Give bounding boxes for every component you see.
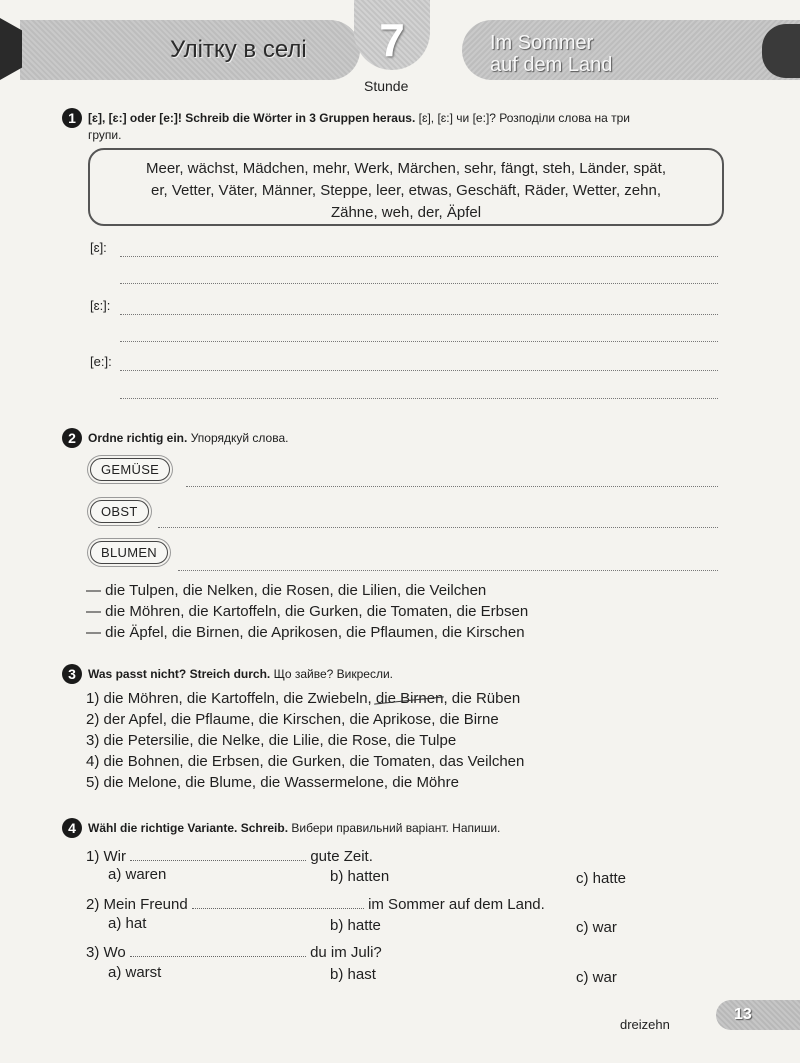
- exercise-1-instruction-ua: [ɛ], [ɛ:] чи [e:]? Розподіли слова на три: [415, 111, 630, 125]
- category-gemuese: GEMÜSE: [90, 458, 170, 481]
- unit-number: 7: [354, 0, 430, 70]
- unit-label: Stunde: [364, 78, 409, 94]
- exercise-1-instruction-de: [ɛ], [ɛ:] oder [e:]! Schreib die Wörter in 3 Gruppen heraus.: [88, 111, 416, 125]
- exercise-1-instruction: [88, 110, 728, 144]
- exercise-2-instruction-ua: Упорядкуй слова.: [187, 431, 289, 445]
- list-item: 4) die Bohnen, die Erbsen, die Gurken, die Tomaten, das Veilchen: [86, 753, 525, 770]
- group-label-long-open-e: [ɛ:]:: [90, 298, 111, 313]
- exercise-1-number: 1: [62, 108, 82, 128]
- option: a) waren: [108, 866, 167, 883]
- list-item: — die Tulpen, die Nelken, die Rosen, die Lilien, die Veilchen: [86, 582, 487, 599]
- question-1-end: gute Zeit.: [310, 848, 373, 865]
- page-number: 13: [716, 1000, 800, 1030]
- answer-line[interactable]: [178, 570, 718, 571]
- word-box-line-2: er, Vetter, Väter, Männer, Steppe, leer, etwas, Geschäft, Räder, Wetter, zehn,: [150, 182, 661, 199]
- option: b) hatten: [330, 868, 390, 885]
- list-item: 5) die Melone, die Blume, die Wassermelone, die Möhre: [86, 774, 459, 791]
- list-item: — die Möhren, die Kartoffeln, die Gurken, die Tomaten, die Erbsen: [86, 603, 529, 620]
- struck-word: die Birnen: [375, 690, 444, 707]
- answer-blank[interactable]: [130, 956, 306, 957]
- answer-line[interactable]: [120, 283, 718, 284]
- exercise-3-number: 3: [62, 664, 82, 684]
- item-1-after: , die Rüben: [443, 690, 521, 707]
- option: c) war: [576, 969, 617, 986]
- answer-line[interactable]: [120, 341, 718, 342]
- answer-line[interactable]: [120, 398, 718, 399]
- exercise-3-instruction-ua: Що зайве? Викресли.: [270, 667, 394, 681]
- list-item: [86, 688, 520, 709]
- header-right-title-line2: auf dem Land: [490, 54, 613, 76]
- word-box: [88, 148, 724, 226]
- option: a) hat: [108, 915, 147, 932]
- header-right-cap: [762, 24, 800, 78]
- answer-blank[interactable]: [130, 860, 306, 861]
- exercise-2-number: 2: [62, 428, 82, 448]
- question-3-end: du im Juli?: [310, 944, 382, 961]
- answer-line[interactable]: [158, 527, 718, 528]
- word-box-line-3: Zähne, weh, der, Äpfel: [330, 204, 482, 221]
- header-left-title: Улітку в селі: [170, 36, 307, 63]
- page-word: dreizehn: [620, 1017, 670, 1032]
- header-right-title: [490, 32, 612, 76]
- list-item: — die Äpfel, die Birnen, die Aprikosen, die Pflaumen, die Kirschen: [86, 624, 525, 641]
- category-blumen: BLUMEN: [90, 541, 168, 564]
- group-label-long-closed-e: [e:]:: [90, 354, 112, 369]
- answer-blank[interactable]: [192, 908, 364, 909]
- header-left-cap: [0, 18, 22, 80]
- question-1-start: 1) Wir: [86, 848, 126, 865]
- group-label-short-e: [ɛ]:: [90, 240, 107, 255]
- exercise-1-instruction-ua-2: групи.: [88, 128, 122, 142]
- exercise-3-instruction: [88, 666, 393, 683]
- question-3-start: 3) Wo: [86, 944, 126, 961]
- exercise-3-instruction-de: Was passt nicht? Streich durch.: [88, 667, 271, 681]
- exercise-4-number: 4: [62, 818, 82, 838]
- word-box-line-1: Meer, wächst, Mädchen, mehr, Werk, Märchen, sehr, fängt, steh, Länder, spät,: [146, 160, 666, 177]
- list-item: 3) die Petersilie, die Nelke, die Lilie, die Rose, die Tulpe: [86, 732, 457, 749]
- header-right-title-line1: Im Sommer: [490, 32, 594, 54]
- question-2-start: 2) Mein Freund: [86, 896, 188, 913]
- answer-line[interactable]: [120, 256, 718, 257]
- question-2: [86, 894, 545, 915]
- option: a) warst: [108, 964, 162, 981]
- exercise-4-instruction-ua: Вибери правильний варіант. Напиши.: [288, 821, 501, 835]
- answer-line[interactable]: [120, 370, 718, 371]
- exercise-2-instruction: [88, 430, 288, 447]
- question-3: [86, 942, 382, 963]
- option: b) hast: [330, 966, 376, 983]
- option: c) war: [576, 919, 617, 936]
- option: b) hatte: [330, 917, 381, 934]
- exercise-2-instruction-de: Ordne richtig ein.: [88, 431, 188, 445]
- answer-line[interactable]: [120, 314, 718, 315]
- list-item: 2) der Apfel, die Pflaume, die Kirschen, die Aprikose, die Birne: [86, 711, 499, 728]
- exercise-4-instruction-de: Wähl die richtige Variante. Schreib.: [88, 821, 289, 835]
- item-1-before: 1) die Möhren, die Kartoffeln, die Zwiebeln,: [86, 690, 376, 707]
- exercise-4-instruction: [88, 820, 500, 837]
- option: c) hatte: [576, 870, 627, 887]
- category-obst: OBST: [90, 500, 149, 523]
- question-2-end: im Sommer auf dem Land.: [368, 896, 545, 913]
- answer-line[interactable]: [186, 486, 718, 487]
